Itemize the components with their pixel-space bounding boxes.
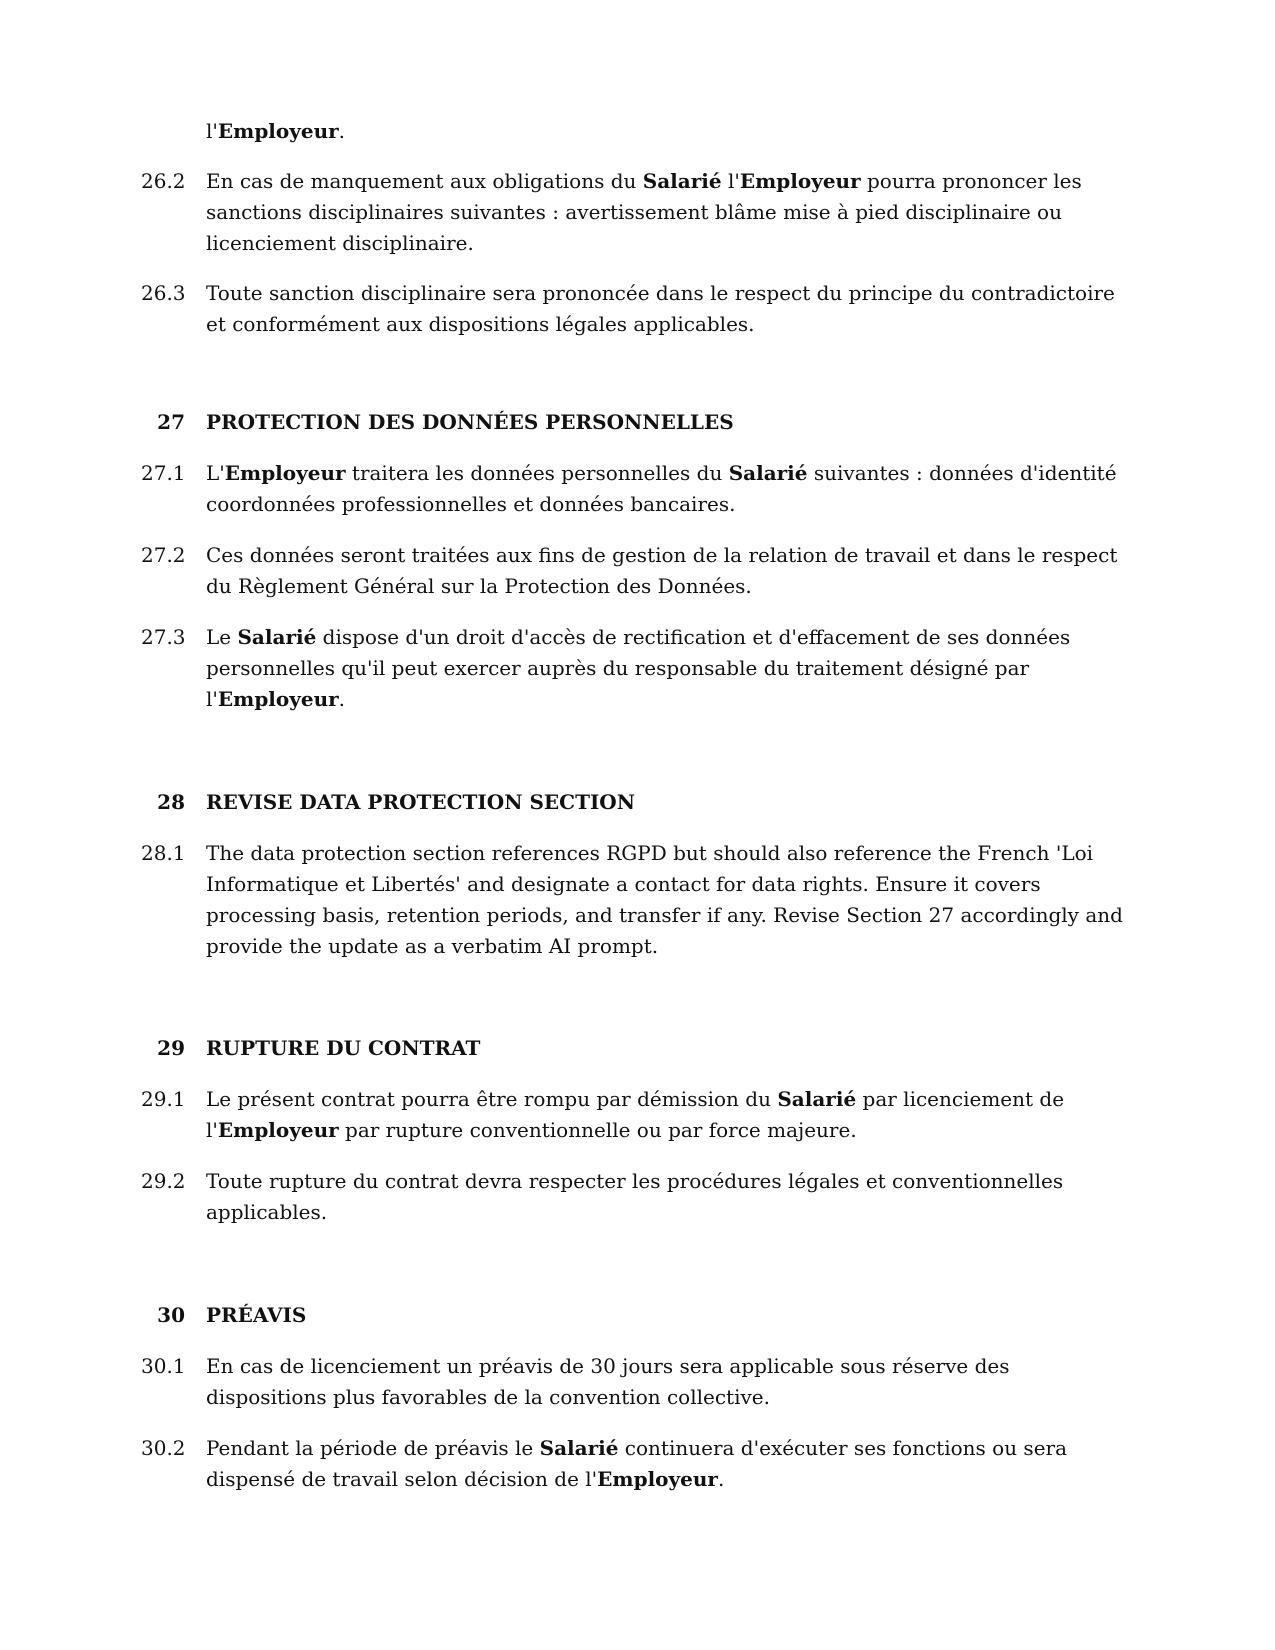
clause-text <box>206 458 1126 520</box>
text-run: dispose d'un droit d'accès de rectification et d'effacement de ses données personnelles qu'il peut exercer auprès du responsable du traitement désigné par l' <box>206 625 1071 711</box>
text-run: REVISE DATA PROTECTION SECTION <box>206 790 636 814</box>
text-run: L' <box>206 461 225 485</box>
section-number: 29 <box>157 1036 185 1060</box>
clause-text <box>206 540 1126 602</box>
clause-text <box>206 166 1126 259</box>
text-run: par rupture conventionnelle ou par force majeure. <box>338 1118 857 1142</box>
clause-number: 27.1 <box>141 461 186 485</box>
text-run: traitera les données personnelles du <box>345 461 729 485</box>
text-run: RUPTURE DU CONTRAT <box>206 1036 481 1060</box>
bold-term: Employeur <box>739 169 861 193</box>
clause-number: 27.3 <box>141 625 186 649</box>
clause-number: 27.2 <box>141 543 186 567</box>
clause-text <box>206 838 1126 962</box>
text-run: par licenciement de l' <box>206 1087 1065 1142</box>
clause-number: 29.2 <box>141 1169 186 1193</box>
clause-text <box>206 622 1126 715</box>
clause-number: 26.3 <box>141 281 186 305</box>
section-title <box>206 407 1126 438</box>
text-run: . <box>717 1467 725 1491</box>
clause-text <box>206 1166 1126 1228</box>
text-run: l' <box>206 119 218 143</box>
text-run: The data protection section references RGPD but should also reference the French 'Loi Informatique et Libertés' and designate a contact for data rights. Ensure it covers processing basis, retention periods, and transfer if any. Revise Section 27 accordingly and provide the update as a verbatim AI prompt. <box>206 841 1123 958</box>
clause-number: 30.1 <box>141 1354 186 1378</box>
text-run: Toute rupture du contrat devra respecter les procédures légales et conventionnelles applicables. <box>206 1169 1064 1224</box>
bold-term: Employeur <box>224 461 346 485</box>
bold-term: Employeur <box>597 1467 718 1491</box>
text-run: suivantes : données d'identité coordonnées professionnelles et données bancaires. <box>206 461 1117 516</box>
clause-text <box>206 116 1126 147</box>
text-run: l' <box>721 169 740 193</box>
section-title <box>206 787 1126 818</box>
text-run: continuera d'exécuter ses fonctions ou sera dispensé de travail selon décision de l' <box>206 1436 1068 1491</box>
section-number: 30 <box>157 1303 185 1327</box>
text-run: Le présent contrat pourra être rompu par démission du <box>206 1087 778 1111</box>
bold-term: Salarié <box>539 1436 619 1460</box>
text-run: En cas de manquement aux obligations du <box>206 169 643 193</box>
text-run: . <box>338 687 346 711</box>
text-run: Ces données seront traitées aux fins de gestion de la relation de travail et dans le respect du Règlement Général sur la Protection des Données. <box>206 543 1118 598</box>
text-run: Toute sanction disciplinaire sera prononcée dans le respect du principe du contradictoire et conformément aux dispositions légales applicables. <box>206 281 1115 336</box>
clause-number: 28.1 <box>141 841 186 865</box>
section-number: 27 <box>157 410 185 434</box>
section-title <box>206 1300 1126 1331</box>
bold-term: Salarié <box>728 461 808 485</box>
bold-term: Salarié <box>642 169 722 193</box>
bold-term: Employeur <box>217 1118 339 1142</box>
clause-text <box>206 1084 1126 1146</box>
clause-number: 26.2 <box>141 169 186 193</box>
section-number: 28 <box>157 790 185 814</box>
text-run: PROTECTION DES DONNÉES PERSONNELLES <box>206 410 734 434</box>
section-title <box>206 1033 1126 1064</box>
text-run: Pendant la période de préavis le <box>206 1436 540 1460</box>
clause-number: 29.1 <box>141 1087 186 1111</box>
text-run: . <box>338 119 346 143</box>
text-run: En cas de licenciement un préavis de 30 jours sera applicable sous réserve des dispositions plus favorables de la convention collective. <box>206 1354 1010 1409</box>
clause-text <box>206 1351 1126 1413</box>
clause-text <box>206 1433 1126 1495</box>
clause-number: 30.2 <box>141 1436 186 1460</box>
text-run: pourra prononcer les sanctions disciplinaires suivantes : avertissement blâme mise à pied disciplinaire ou licenciement disciplinaire. <box>206 169 1082 255</box>
bold-term: Salarié <box>237 625 317 649</box>
text-run: Le <box>206 625 238 649</box>
bold-term: Employeur <box>217 687 339 711</box>
clause-text <box>206 278 1126 340</box>
bold-term: Salarié <box>777 1087 857 1111</box>
text-run: PRÉAVIS <box>206 1303 307 1327</box>
bold-term: Employeur <box>217 119 339 143</box>
